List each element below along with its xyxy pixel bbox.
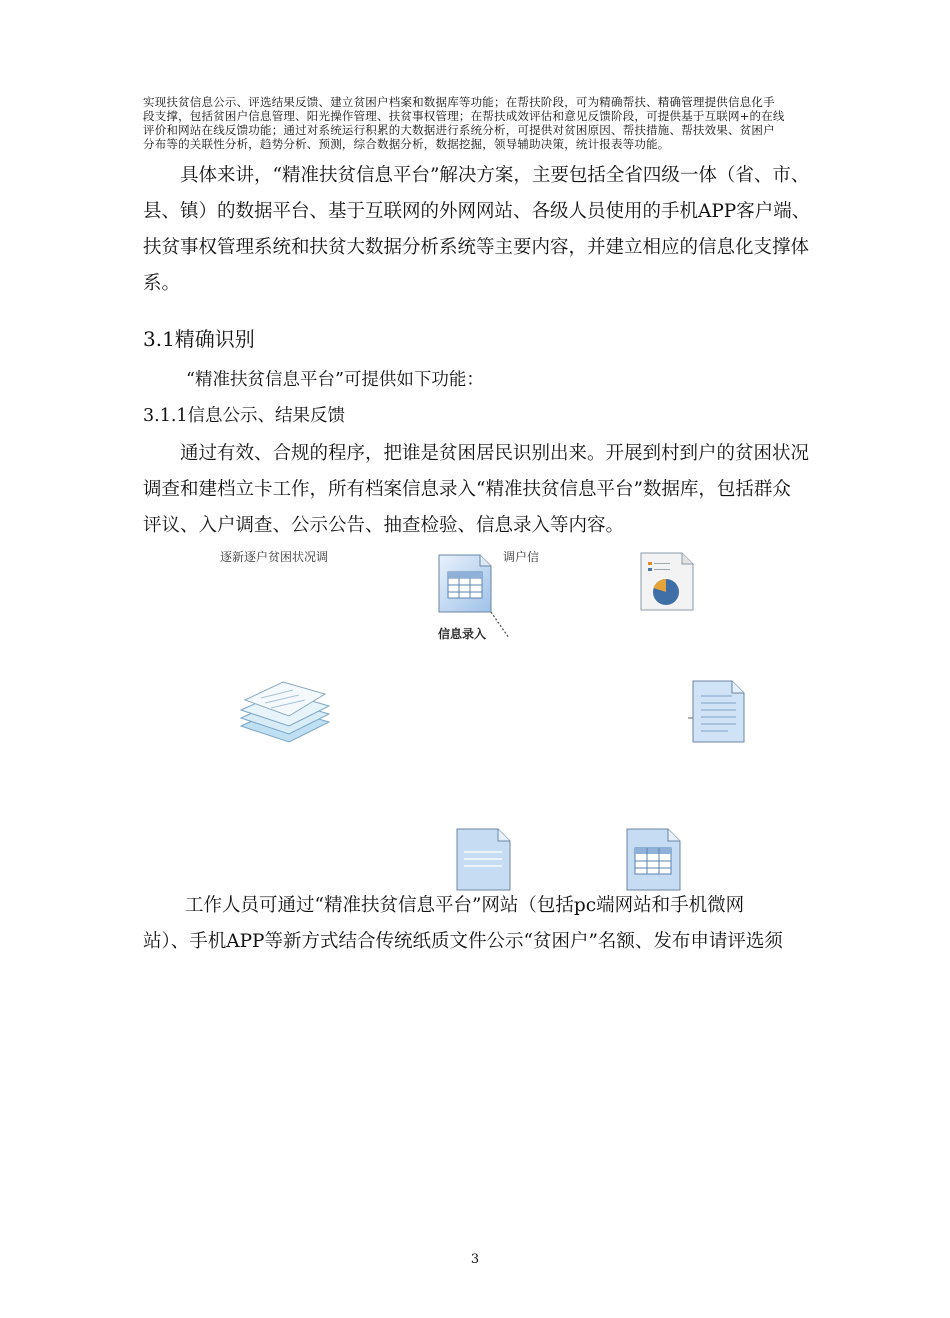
intro-paragraph [143,95,833,151]
paragraph-line: 县、镇）的数据平台、基于互联网的外网网站、各级人员使用的手机APP客户端、 [143,201,811,222]
intro-line: 评价和网站在线反馈功能；通过对系统运行积累的大数据进行系统分析，可提供对贫困原因、帮扶措施、帮扶效果、贫困户 [143,123,775,137]
intro-line: 分布等的关联性分析，趋势分析、预测，综合数据分析，数据挖掘，领导辅助决策，统计报表等功能。 [143,137,670,151]
function-intro: “精准扶贫信息平台”可提供如下功能： [186,370,484,390]
process-figure [0,548,950,878]
figure-label-cut: 逐新逐户贫困状况调 [220,550,329,564]
page-number: 3 [470,1252,480,1267]
text-document-icon [456,828,516,892]
dashed-connector [490,610,512,640]
text-document-icon [688,680,750,748]
paragraph-line: 站）、手机APP等新方式结合传统纸质文件公示“贫困户”名额、发布申请评选须 [143,931,783,952]
figure-label-cut: 调户信 [503,550,540,564]
solution-paragraph [143,158,833,302]
paragraph-line: 扶贫事权管理系统和扶贫大数据分析系统等主要内容，并建立相应的信息化支撑体 [143,237,810,258]
stacked-papers-icon [237,678,337,750]
paragraph-line: 评议、入户调查、公示公告、抽查检验、信息录入等内容。 [143,515,625,536]
paragraph-line: 工作人员可通过“精准扶贫信息平台”网站（包括pc端网站和手机微网 [185,895,745,916]
intro-line: 段支撑，包括贫困户信息管理、阳光操作管理、扶贫事权管理；在帮扶成效评估和意见反馈阶段，可提供基于互联网+的在线 [143,109,785,123]
spreadsheet-document-icon [626,828,686,892]
publicity-paragraph [143,888,843,960]
intro-line: 实现扶贫信息公示、评选结果反馈、建立贫困户档案和数据库等功能；在帮扶阶段，可为精确帮扶、精确管理提供信息化手 [143,95,775,109]
info-entry-label: 信息录入 [438,627,487,641]
section-heading: 3.1精确识别 [143,327,255,351]
subsection-heading: 3.1.1信息公示、结果反馈 [143,406,346,426]
pie-chart-document-icon [640,552,700,618]
identification-paragraph [143,436,833,544]
paragraph-line: 具体来讲，“精准扶贫信息平台”解决方案，主要包括全省四级一体（省、市、 [180,165,810,186]
spreadsheet-document-icon [438,554,498,620]
paragraph-line: 系。 [143,273,181,294]
paragraph-line: 通过有效、合规的程序，把谁是贫困居民识别出来。开展到村到户的贫困状况 [180,443,810,464]
paragraph-line: 调查和建档立卡工作，所有档案信息录入“精准扶贫信息平台”数据库，包括群众 [143,479,791,500]
